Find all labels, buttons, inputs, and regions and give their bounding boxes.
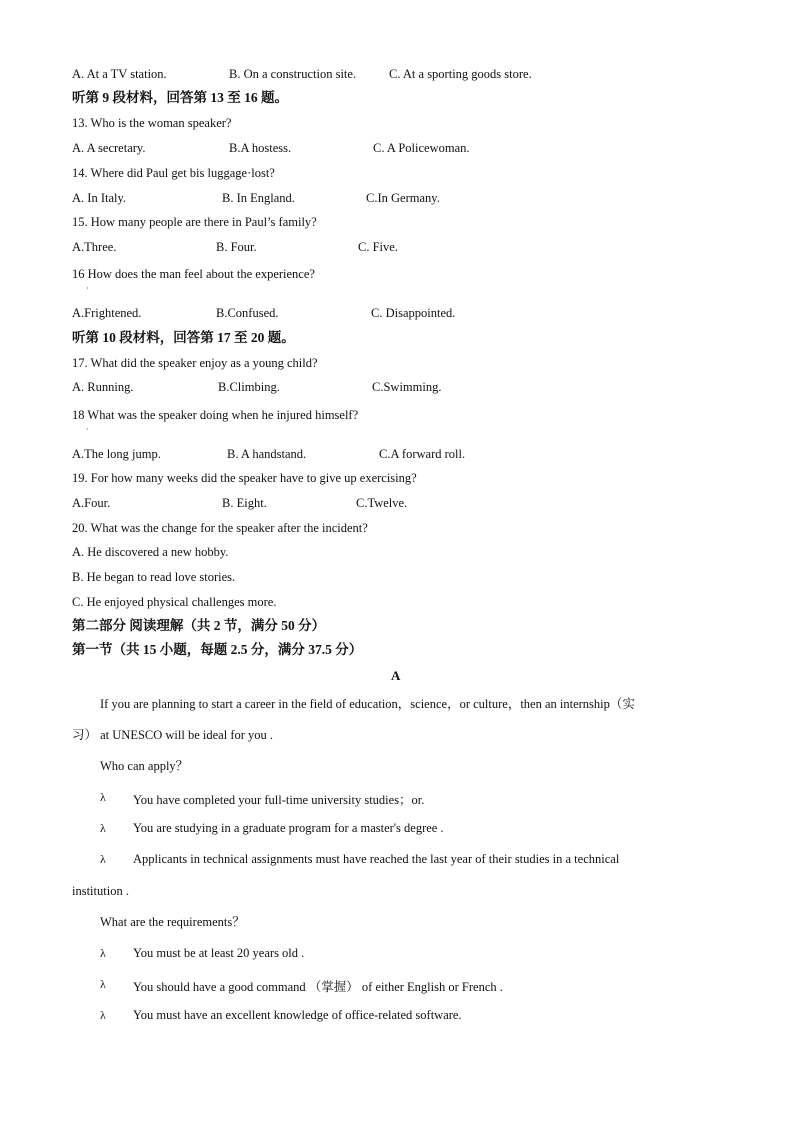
q20-question: 20. What was the change for the speaker after the incident? xyxy=(72,521,368,535)
section1-heading: 第一节（共 15 小题，每题 2.5 分，满分 37.5 分） xyxy=(72,642,363,657)
q13-question: 13. Who is the woman speaker? xyxy=(72,116,232,130)
q20-option-c: C. He enjoyed physical challenges more. xyxy=(72,595,277,609)
q13-option-c: C. A Policewoman. xyxy=(373,141,470,155)
who-item-3: Applicants in technical assignments must have reached the last year of their studies in a technical xyxy=(133,852,620,866)
q18-option-b: B. A handstand. xyxy=(227,447,307,461)
q18-dot-mark: · xyxy=(86,425,89,434)
who-item-2: You are studying in a graduate program for a master's degree . xyxy=(133,821,444,835)
passage-label: A xyxy=(391,668,401,683)
who-item-3-continuation: institution . xyxy=(72,884,129,898)
section10-heading: 听第 10 段材料，回答第 17 至 20 题。 xyxy=(72,330,295,345)
q16-option-b: B.Confused. xyxy=(216,306,279,320)
bullet-icon: λ xyxy=(100,821,106,835)
q14-option-c: C.In Germany. xyxy=(366,191,440,205)
q16-option-c: C. Disappointed. xyxy=(371,306,456,320)
who-item-1: You have completed your full-time university studies；or. xyxy=(133,793,425,807)
part2-heading: 第二部分 阅读理解（共 2 节，满分 50 分） xyxy=(72,618,326,633)
passage-intro-line2: 习） at UNESCO will be ideal for you . xyxy=(72,728,274,742)
q15-option-c: C. Five. xyxy=(358,240,398,254)
q12-option-b: B. On a construction site. xyxy=(229,67,357,81)
q17-option-b: B.Climbing. xyxy=(218,380,280,394)
q17-option-a: A. Running. xyxy=(72,380,134,394)
q20-option-b: B. He began to read love stories. xyxy=(72,570,236,584)
q20-option-a: A. He discovered a new hobby. xyxy=(72,545,229,559)
q15-option-b: B. Four. xyxy=(216,240,257,254)
q19-option-c: C.Twelve. xyxy=(356,496,408,510)
q15-question: 15. How many people are there in Paul’s family? xyxy=(72,215,317,229)
q17-option-c: C.Swimming. xyxy=(372,380,442,394)
q13-option-a: A. A secretary. xyxy=(72,141,146,155)
bullet-icon: λ xyxy=(100,790,106,804)
section9-heading: 听第 9 段材料，回答第 13 至 16 题。 xyxy=(72,90,288,105)
q19-option-a: A.Four. xyxy=(72,496,111,510)
q18-option-c: C.A forward roll. xyxy=(379,447,466,461)
q17-question: 17. What did the speaker enjoy as a young child? xyxy=(72,356,318,370)
q18-option-a: A.The long jump. xyxy=(72,447,161,461)
passage-intro-line1: If you are planning to start a career in the field of education，science，or culture，then an internship（实 xyxy=(100,697,635,711)
req-item-1: You must be at least 20 years old . xyxy=(133,946,305,960)
q16-dot-mark: · xyxy=(86,284,89,293)
q14-option-a: A. In Italy. xyxy=(72,191,127,205)
q15-option-a: A.Three. xyxy=(72,240,117,254)
bullet-icon: λ xyxy=(100,852,106,866)
requirements-heading: What are the requirements？ xyxy=(100,915,245,929)
req-item-3: You must have an excellent knowledge of office-related software. xyxy=(133,1008,462,1022)
q12-option-c: C. At a sporting goods store. xyxy=(389,67,532,81)
who-can-apply-heading: Who can apply？ xyxy=(100,759,189,773)
q18-question: 18 What was the speaker doing when he injured himself? xyxy=(72,408,359,422)
q19-option-b: B. Eight. xyxy=(222,496,267,510)
q12-option-a: A. At a TV station. xyxy=(72,67,167,81)
bullet-icon: λ xyxy=(100,1008,106,1022)
q13-option-b: B.A hostess. xyxy=(229,141,292,155)
q14-option-b: B. In England. xyxy=(222,191,295,205)
bullet-icon: λ xyxy=(100,977,106,991)
q16-option-a: A.Frightened. xyxy=(72,306,142,320)
bullet-icon: λ xyxy=(100,946,106,960)
q14-question: 14. Where did Paul get bis luggage·lost? xyxy=(72,166,275,180)
q19-question: 19. For how many weeks did the speaker have to give up exercising? xyxy=(72,471,417,485)
req-item-2: You should have a good command （掌握） of either English or French . xyxy=(133,980,503,994)
q16-question: 16 How does the man feel about the experience? xyxy=(72,267,315,281)
